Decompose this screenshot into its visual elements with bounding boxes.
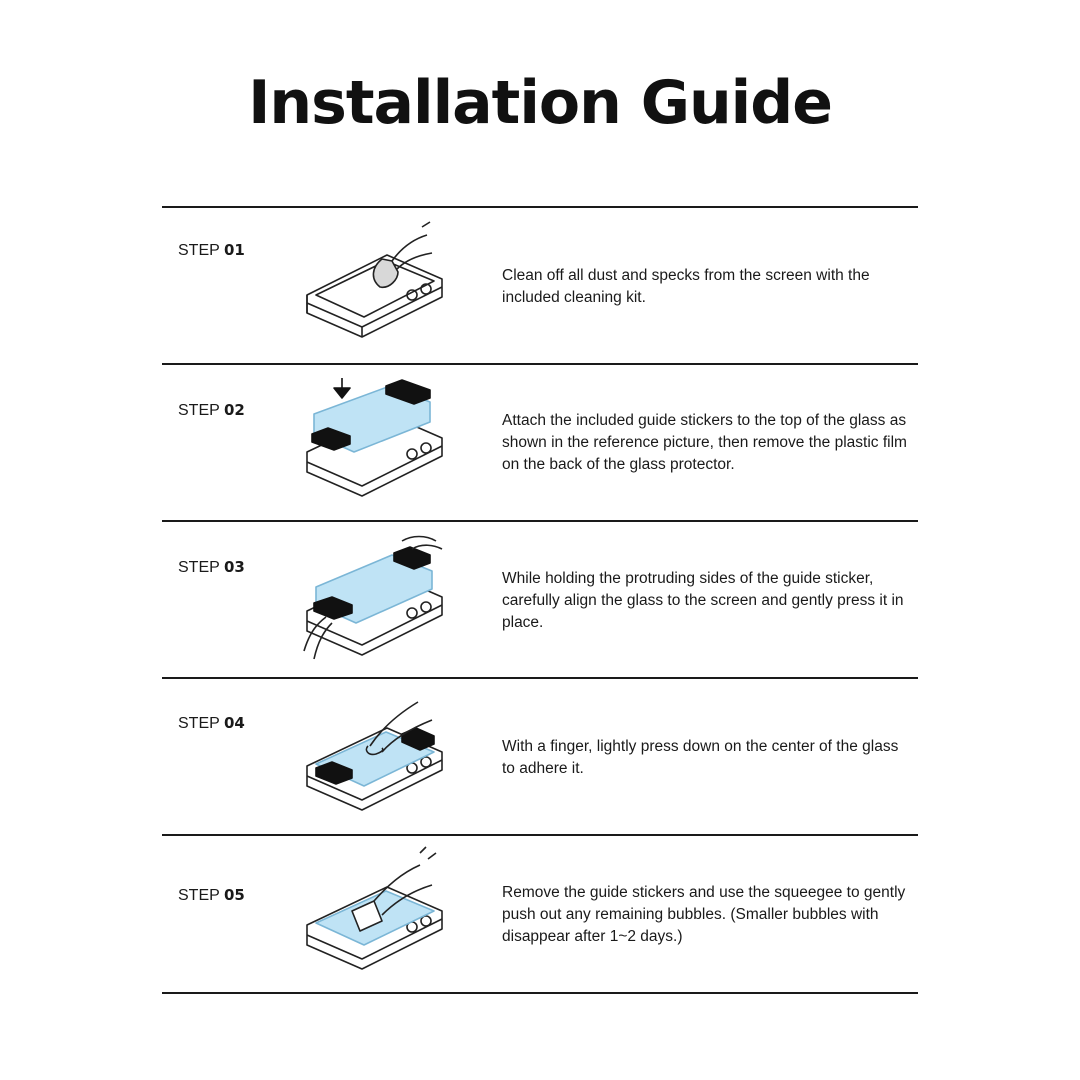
step-02: [162, 364, 918, 520]
step-label: [178, 401, 245, 420]
step-number: 01: [223, 241, 245, 259]
step-label: [178, 886, 245, 905]
step-03: [162, 521, 918, 677]
page-title: Installation Guide: [248, 68, 832, 138]
step-description: With a finger, lightly press down on the center of the glass to adhere it.: [502, 738, 899, 777]
step-description: Remove the guide stickers and use the squeegee to gently push out any remaining bubbles. (Smaller bubbles with disappear after 1~2 days.): [502, 884, 906, 945]
step-prefix: STEP: [178, 402, 220, 419]
divider: [162, 992, 918, 994]
attach-sticker-illustration: [302, 374, 452, 509]
step-number: 02: [223, 401, 245, 419]
step-description: Clean off all dust and specks from the screen with the included cleaning kit.: [502, 267, 870, 306]
clean-phone-illustration: [302, 217, 452, 352]
step-prefix: STEP: [178, 715, 220, 732]
step-description: Attach the included guide stickers to the top of the glass as shown in the reference picture, then remove the plastic film on the back of the glass protector.: [502, 412, 907, 473]
step-label: [178, 241, 245, 260]
step-label: [178, 558, 245, 577]
step-prefix: STEP: [178, 887, 220, 904]
step-description: While holding the protruding sides of the guide sticker, carefully align the glass to the screen and gently press it in place.: [502, 570, 904, 631]
step-01: [162, 207, 918, 363]
press-center-illustration: [302, 688, 452, 823]
align-glass-illustration: [302, 531, 452, 666]
step-label: [178, 714, 245, 733]
step-prefix: STEP: [178, 242, 220, 259]
step-number: 03: [223, 558, 245, 576]
squeegee-illustration: [302, 845, 452, 980]
step-prefix: STEP: [178, 559, 220, 576]
step-05: [162, 835, 918, 991]
step-04: [162, 678, 918, 834]
step-number: 04: [223, 714, 245, 732]
step-number: 05: [223, 886, 245, 904]
